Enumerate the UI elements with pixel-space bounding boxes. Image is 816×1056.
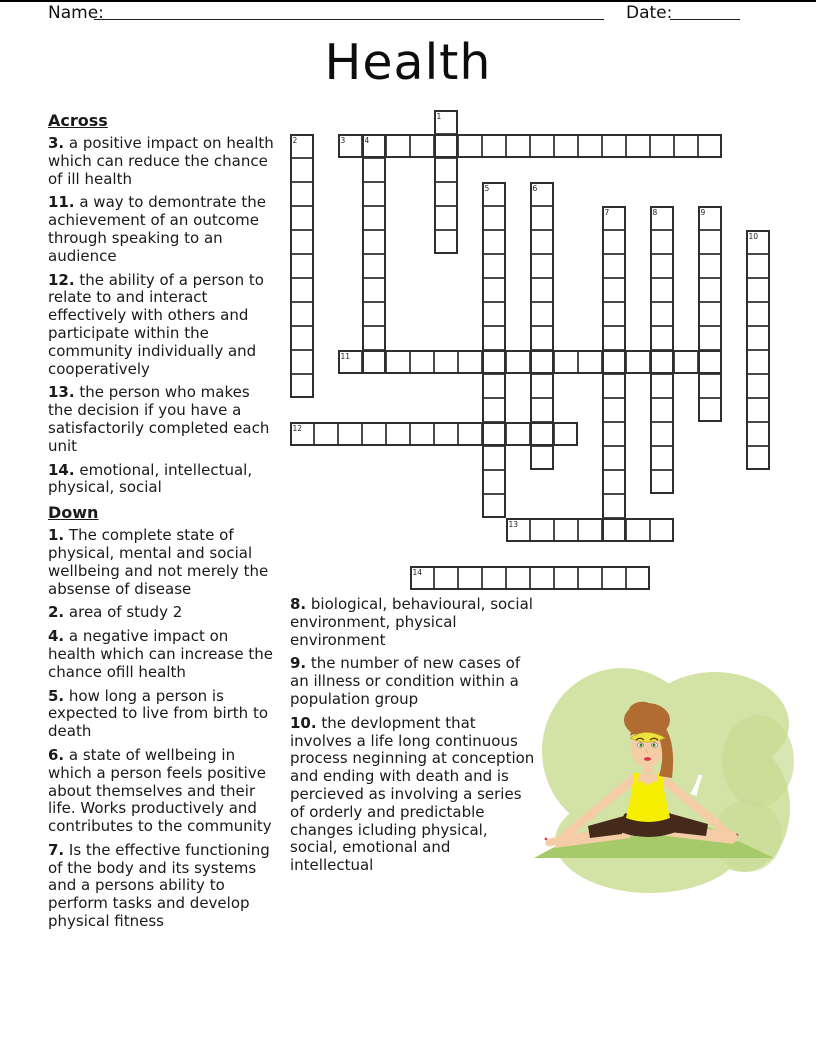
grid-cell <box>674 350 698 374</box>
grid-cell <box>530 134 554 158</box>
grid-cell <box>506 134 530 158</box>
grid-cell <box>554 134 578 158</box>
grid-cell <box>434 230 458 254</box>
cell-number-14: 14 <box>412 567 423 577</box>
clue-2: 2. area of study 2 <box>48 603 183 622</box>
cell-number-3: 3 <box>340 135 346 145</box>
grid-cell <box>290 230 314 254</box>
grid-cell <box>530 422 554 446</box>
clue-7: 7. Is the effective functioning of the body and its systems and a persons ability to perform tasks and develop physical fitness <box>48 840 270 931</box>
grid-cell <box>434 422 458 446</box>
grid-cell <box>482 494 506 518</box>
grid-cell <box>506 350 530 374</box>
grid-cell <box>746 422 770 446</box>
grid-cell <box>386 350 410 374</box>
grid-cell <box>626 518 650 542</box>
grid-cell <box>434 182 458 206</box>
grid-cell <box>482 134 506 158</box>
grid-cell <box>746 446 770 470</box>
grid-cell <box>530 206 554 230</box>
grid-cell <box>698 302 722 326</box>
grid-cell <box>698 374 722 398</box>
grid-cell <box>698 326 722 350</box>
grid-cell <box>698 254 722 278</box>
grid-cell <box>530 518 554 542</box>
grid-cell <box>530 254 554 278</box>
grid-cell <box>482 350 506 374</box>
across-heading: Across <box>48 111 108 130</box>
grid-cell <box>530 302 554 326</box>
grid-cell <box>746 278 770 302</box>
top-border-line <box>0 0 816 2</box>
name-label: Name: <box>48 3 104 23</box>
grid-cell <box>290 302 314 326</box>
grid-cell <box>434 566 458 590</box>
grid-cell <box>578 566 602 590</box>
clues-left-column <box>48 111 274 937</box>
grid-cell <box>458 134 482 158</box>
grid-cell <box>530 446 554 470</box>
grid-cell <box>290 326 314 350</box>
date-fill-line <box>670 3 740 20</box>
grid-cell <box>482 302 506 326</box>
grid-cell <box>362 302 386 326</box>
grid-cell <box>746 374 770 398</box>
grid-cell <box>410 134 434 158</box>
cell-number-8: 8 <box>652 207 658 217</box>
grid-cell <box>698 398 722 422</box>
grid-cell <box>434 350 458 374</box>
grid-cell <box>650 134 674 158</box>
grid-cell <box>602 230 626 254</box>
grid-cell <box>434 206 458 230</box>
grid-cell <box>290 278 314 302</box>
cell-number-9: 9 <box>700 207 706 217</box>
grid-cell <box>362 350 386 374</box>
grid-cell <box>458 566 482 590</box>
grid-cell <box>650 350 674 374</box>
grid-cell <box>698 350 722 374</box>
grid-cell <box>290 182 314 206</box>
grid-cell <box>578 518 602 542</box>
cell-number-10: 10 <box>748 231 759 241</box>
grid-cell <box>338 422 362 446</box>
grid-cell <box>698 134 722 158</box>
name-fill-line <box>94 3 604 20</box>
grid-cell <box>650 422 674 446</box>
grid-cell <box>650 446 674 470</box>
grid-cell <box>674 134 698 158</box>
clue-14: 14. emotional, intellectual, physical, social <box>48 460 253 497</box>
grid-cell <box>506 422 530 446</box>
clue-4: 4. a negative impact on health which can increase the chance ofill health <box>48 627 274 681</box>
grid-cell <box>746 254 770 278</box>
grid-cell <box>530 398 554 422</box>
grid-cell <box>746 302 770 326</box>
grid-cell <box>698 230 722 254</box>
grid-cell <box>650 254 674 278</box>
grid-cell <box>578 134 602 158</box>
clue-8: 8. biological, behavioural, social environment, physical environment <box>290 595 533 649</box>
grid-cell <box>602 302 626 326</box>
grid-cell <box>650 302 674 326</box>
grid-cell <box>602 134 626 158</box>
date-label: Date: <box>626 3 673 23</box>
grid-cell <box>650 398 674 422</box>
grid-cell <box>650 230 674 254</box>
clue-1: 1. The complete state of physical, mental and social wellbeing and not merely the absense of disease <box>48 526 269 598</box>
grid-cell <box>482 398 506 422</box>
grid-cell <box>626 350 650 374</box>
grid-cell <box>482 278 506 302</box>
grid-cell <box>290 254 314 278</box>
crossword-grid <box>290 110 772 592</box>
grid-cell <box>530 326 554 350</box>
grid-cell <box>290 350 314 374</box>
grid-cell <box>602 518 626 542</box>
grid-cell <box>314 422 338 446</box>
cell-number-11: 11 <box>340 351 351 361</box>
grid-cell <box>362 230 386 254</box>
cell-number-5: 5 <box>484 183 490 193</box>
grid-cell <box>482 446 506 470</box>
grid-cell <box>554 422 578 446</box>
grid-cell <box>602 326 626 350</box>
grid-cell <box>362 326 386 350</box>
grid-cell <box>362 158 386 182</box>
grid-cell <box>482 470 506 494</box>
cell-number-7: 7 <box>604 207 610 217</box>
grid-cell <box>602 398 626 422</box>
grid-cell <box>530 566 554 590</box>
cell-number-13: 13 <box>508 519 519 529</box>
cell-number-2: 2 <box>292 135 298 145</box>
grid-cell <box>482 254 506 278</box>
grid-cell <box>458 350 482 374</box>
grid-cell <box>290 374 314 398</box>
clue-3: 3. a positive impact on health which can reduce the chance of ill health <box>48 134 274 188</box>
grid-cell <box>602 470 626 494</box>
cell-number-12: 12 <box>292 423 303 433</box>
grid-cell <box>434 134 458 158</box>
clue-11: 11. a way to demontrate the achievement of an outcome through speaking to an audience <box>48 193 267 265</box>
grid-cell <box>602 374 626 398</box>
grid-cell <box>362 206 386 230</box>
grid-cell <box>362 278 386 302</box>
grid-cell <box>602 278 626 302</box>
down-heading: Down <box>48 503 99 523</box>
grid-cell <box>458 422 482 446</box>
grid-cell <box>602 350 626 374</box>
down-clue-list-left <box>48 527 274 931</box>
down-clue-list-right <box>290 596 537 875</box>
grid-cell <box>554 350 578 374</box>
grid-cell <box>434 158 458 182</box>
cell-number-4: 4 <box>364 135 370 145</box>
clue-6: 6. a state of wellbeing in which a person feels positive about themselves and their life. Works productively and contributes to the community <box>48 745 272 836</box>
grid-cell <box>290 158 314 182</box>
grid-cell <box>650 374 674 398</box>
grid-cell <box>362 254 386 278</box>
grid-cell <box>554 518 578 542</box>
grid-cell <box>650 470 674 494</box>
grid-cell <box>386 134 410 158</box>
page-title: Health <box>324 34 492 91</box>
cell-number-1: 1 <box>436 111 442 121</box>
grid-cell <box>626 134 650 158</box>
grid-cell <box>362 422 386 446</box>
grid-cell <box>290 206 314 230</box>
grid-cell <box>386 422 410 446</box>
grid-cell <box>482 422 506 446</box>
grid-cell <box>410 350 434 374</box>
grid-cell <box>530 374 554 398</box>
grid-cell <box>698 278 722 302</box>
across-clue-list <box>48 135 274 497</box>
clue-13: 13. the person who makes the decision if you have a satisfactorily completed each unit <box>48 383 270 455</box>
grid-cell <box>650 326 674 350</box>
grid-cell <box>482 374 506 398</box>
grid-cell <box>482 230 506 254</box>
grid-cell <box>578 350 602 374</box>
clue-12: 12. the ability of a person to relate to and interact effectively with others and participate within the community individually and cooperatively <box>48 270 264 378</box>
grid-cell <box>650 518 674 542</box>
grid-cell <box>506 566 530 590</box>
grid-cell <box>602 254 626 278</box>
clue-9: 9. the number of new cases of an illness or condition within a population group <box>290 654 521 708</box>
grid-cell <box>530 350 554 374</box>
grid-cell <box>482 566 506 590</box>
grid-cell <box>602 446 626 470</box>
grid-cell <box>482 206 506 230</box>
grid-cell <box>482 326 506 350</box>
grid-cell <box>626 566 650 590</box>
clues-right-column <box>290 596 537 881</box>
grid-cell <box>746 350 770 374</box>
grid-cell <box>362 182 386 206</box>
grid-cell <box>602 566 626 590</box>
grid-cell <box>602 494 626 518</box>
clue-10: 10. the devlopment that involves a life long continuous process neginning at conception and ending with death and is percieved as involving a series of orderly and predictable changes icluding physical, social, emotional and intellectual <box>290 713 535 875</box>
grid-cell <box>410 422 434 446</box>
cell-number-6: 6 <box>532 183 538 193</box>
grid-cell <box>746 398 770 422</box>
clue-5: 5. how long a person is expected to live from birth to death <box>48 686 269 741</box>
yoga-girl-illustration <box>530 656 806 904</box>
grid-cell <box>554 566 578 590</box>
grid-cell <box>602 422 626 446</box>
grid-cell <box>746 326 770 350</box>
grid-cell <box>530 278 554 302</box>
grid-cell <box>650 278 674 302</box>
grid-cell <box>530 230 554 254</box>
